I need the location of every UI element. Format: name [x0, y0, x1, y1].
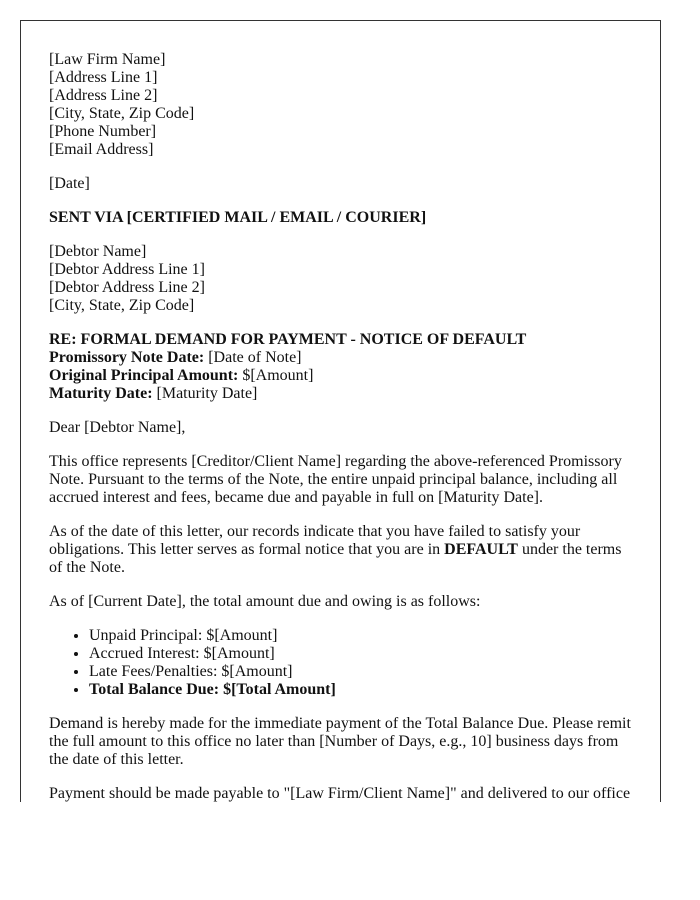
default-notice-text-after: under the terms of the Note. — [49, 541, 622, 576]
body-paragraph-demand: Demand is hereby made for the immediate payment of the Total Balance Due. Please remit the full amount to this office no later than [Number of Days, e.g., 10] business days from the date of this letter. — [49, 715, 631, 768]
recipient-address-line-2: [Debtor Address Line 2] — [49, 279, 205, 296]
body-paragraph-payment-instructions: Payment should be made payable to "[Law Firm/Client Name]" and delivered to our office — [49, 785, 631, 802]
body-paragraph-representation: This office represents [Creditor/Client Name] regarding the above-referenced Promissory Note. Pursuant to the terms of the Note, the entire unpaid principal balance, including all accrued interest and fees, became due and payable in full on [Maturity Date]. — [49, 453, 622, 506]
delivery-method-text: SENT VIA [CERTIFIED MAIL / EMAIL / COURIER] — [49, 209, 427, 226]
recipient-address-block — [49, 243, 632, 315]
subject-line — [49, 331, 632, 349]
maturity-line — [49, 385, 632, 403]
recipient-address-line-1: [Debtor Address Line 1] — [49, 261, 205, 278]
principal-line — [49, 367, 632, 385]
sender-phone: [Phone Number] — [49, 123, 157, 140]
amounts-intro: As of [Current Date], the total amount due and owing is as follows: — [49, 593, 481, 610]
reference-block — [49, 331, 632, 403]
maturity-label: Maturity Date: — [49, 385, 153, 402]
sender-city-state-zip: [City, State, Zip Code] — [49, 105, 195, 122]
subject-text: RE: FORMAL DEMAND FOR PAYMENT - NOTICE OF DEFAULT — [49, 331, 527, 348]
sender-email: [Email Address] — [49, 141, 154, 158]
sender-address-block — [49, 51, 632, 159]
amounts-list — [49, 627, 632, 699]
principal-value: $[Amount] — [238, 367, 314, 384]
maturity-value: [Maturity Date] — [152, 385, 258, 402]
delivery-method — [49, 209, 632, 227]
letter-date: [Date] — [49, 175, 90, 192]
amount-item-late-fees: • Late Fees/Penalties: $[Amount] — [89, 663, 632, 681]
total-balance-text: Total Balance Due: $[Total Amount] — [89, 681, 336, 698]
default-notice-text-before: As of the date of this letter, our records indicate that you have failed to satisfy your obligations. This letter serves as formal notice that you are in — [49, 523, 581, 558]
demand-letter — [20, 20, 661, 802]
principal-label: Original Principal Amount: — [49, 367, 239, 384]
salutation: Dear [Debtor Name], — [49, 419, 186, 436]
amount-item-accrued-interest: • Accrued Interest: $[Amount] — [89, 645, 632, 663]
body-paragraph-default-notice — [49, 523, 632, 577]
recipient-name: [Debtor Name] — [49, 243, 147, 260]
note-date-value: [Date of Note] — [204, 349, 302, 366]
recipient-city-state-zip: [City, State, Zip Code] — [49, 297, 195, 314]
sender-firm-name: [Law Firm Name] — [49, 51, 166, 68]
default-emphasis: DEFAULT — [444, 541, 518, 558]
amount-item-unpaid-principal: • Unpaid Principal: $[Amount] — [89, 627, 632, 645]
sender-address-line-2: [Address Line 2] — [49, 87, 158, 104]
note-date-label: Promissory Note Date: — [49, 349, 205, 366]
sender-address-line-1: [Address Line 1] — [49, 69, 158, 86]
note-date-line — [49, 349, 632, 367]
amount-item-total-balance — [89, 681, 632, 699]
